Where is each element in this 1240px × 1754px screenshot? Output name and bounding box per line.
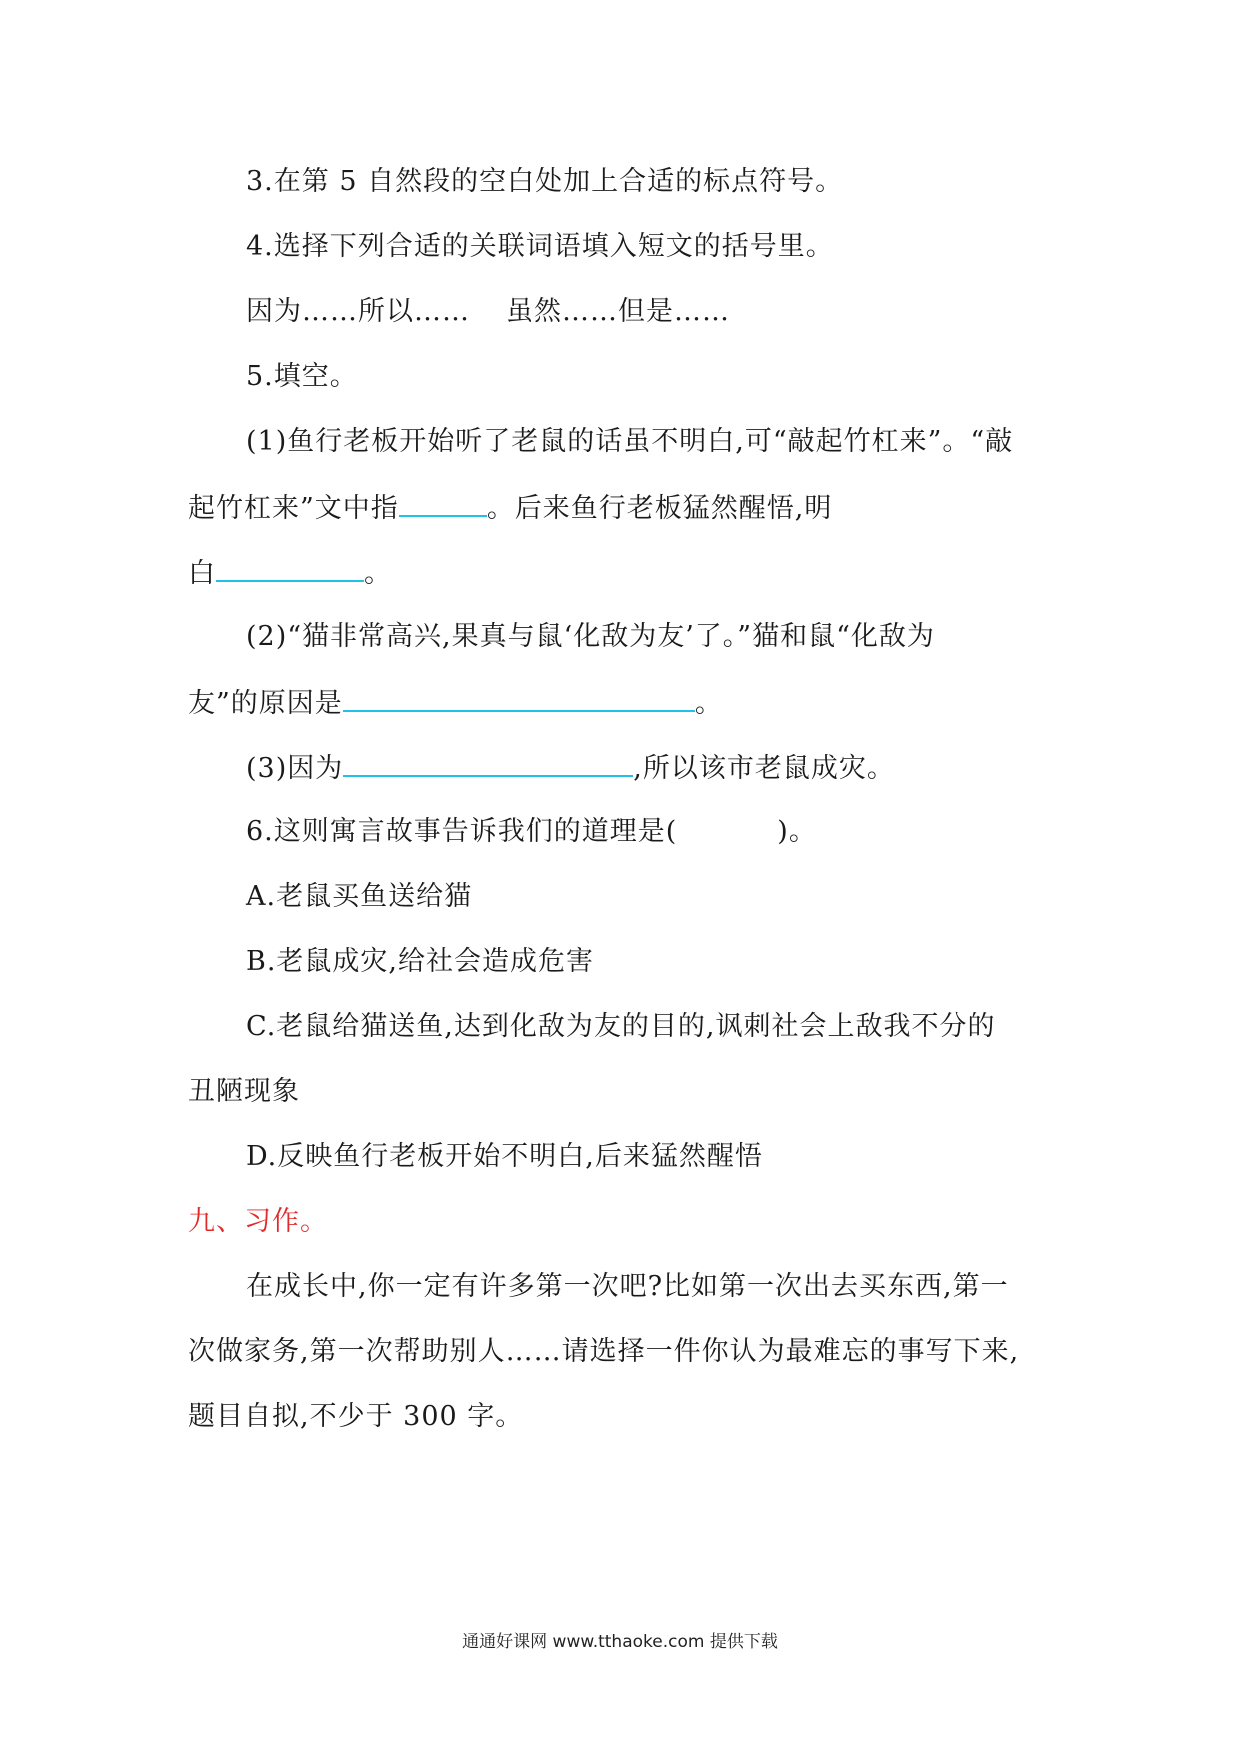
answer-blank-4[interactable] — [343, 747, 633, 777]
q5-1-line2: 起竹杠来”文中指 。后来鱼行老板猛然醒悟,明 — [188, 487, 832, 529]
option-c: C.老鼠给猫送鱼,达到化敌为友的目的,讽刺社会上敌我不分的 — [246, 1011, 996, 1042]
question-3: 3.在第 5 自然段的空白处加上合适的标点符号。 — [246, 166, 844, 197]
option-suiran: 虽然……但是…… — [506, 296, 730, 327]
conjunction-options — [246, 292, 730, 332]
question-4: 4.选择下列合适的关联词语填入短文的括号里。 — [246, 231, 834, 262]
option-a: A.老鼠买鱼送给猫 — [246, 881, 473, 912]
q5-1-line3: 白 。 — [188, 552, 392, 594]
option-d: D.反映鱼行老板开始不明白,后来猛然醒悟 — [246, 1141, 763, 1172]
essay-prompt-line2: 次做家务,第一次帮助别人……请选择一件你认为最难忘的事写下来, — [188, 1336, 1020, 1367]
essay-prompt-line1: 在成长中,你一定有许多第一次吧?比如第一次出去买东西,第一 — [246, 1271, 1009, 1302]
q5-1-line1: (1)鱼行老板开始听了老鼠的话虽不明白,可“敲起竹杠来”。“敲 — [246, 426, 1014, 457]
option-yinwei: 因为……所以…… — [246, 296, 470, 327]
section-9-heading: 九、习作。 — [188, 1206, 328, 1237]
essay-prompt-line3: 题目自拟,不少于 300 字。 — [188, 1401, 524, 1432]
q5-2-line2: 友”的原因是 。 — [188, 682, 723, 724]
answer-blank-1[interactable] — [399, 487, 487, 517]
option-b: B.老鼠成灾,给社会造成危害 — [246, 946, 595, 977]
option-c-cont: 丑陋现象 — [188, 1076, 300, 1107]
q5-2-line1: (2)“猫非常高兴,果真与鼠‘化敌为友’了。”猫和鼠“化敌为 — [246, 621, 935, 652]
q5-3: (3)因为 ,所以该市老鼠成灾。 — [246, 747, 895, 789]
answer-blank-2[interactable] — [216, 552, 364, 582]
answer-blank-3[interactable] — [343, 682, 695, 712]
question-6: 6.这则寓言故事告诉我们的道理是( )。 — [246, 816, 817, 847]
question-5: 5.填空。 — [246, 361, 358, 392]
footer-watermark: 通通好课网 www.tthaoke.com 提供下载 — [462, 1632, 778, 1652]
